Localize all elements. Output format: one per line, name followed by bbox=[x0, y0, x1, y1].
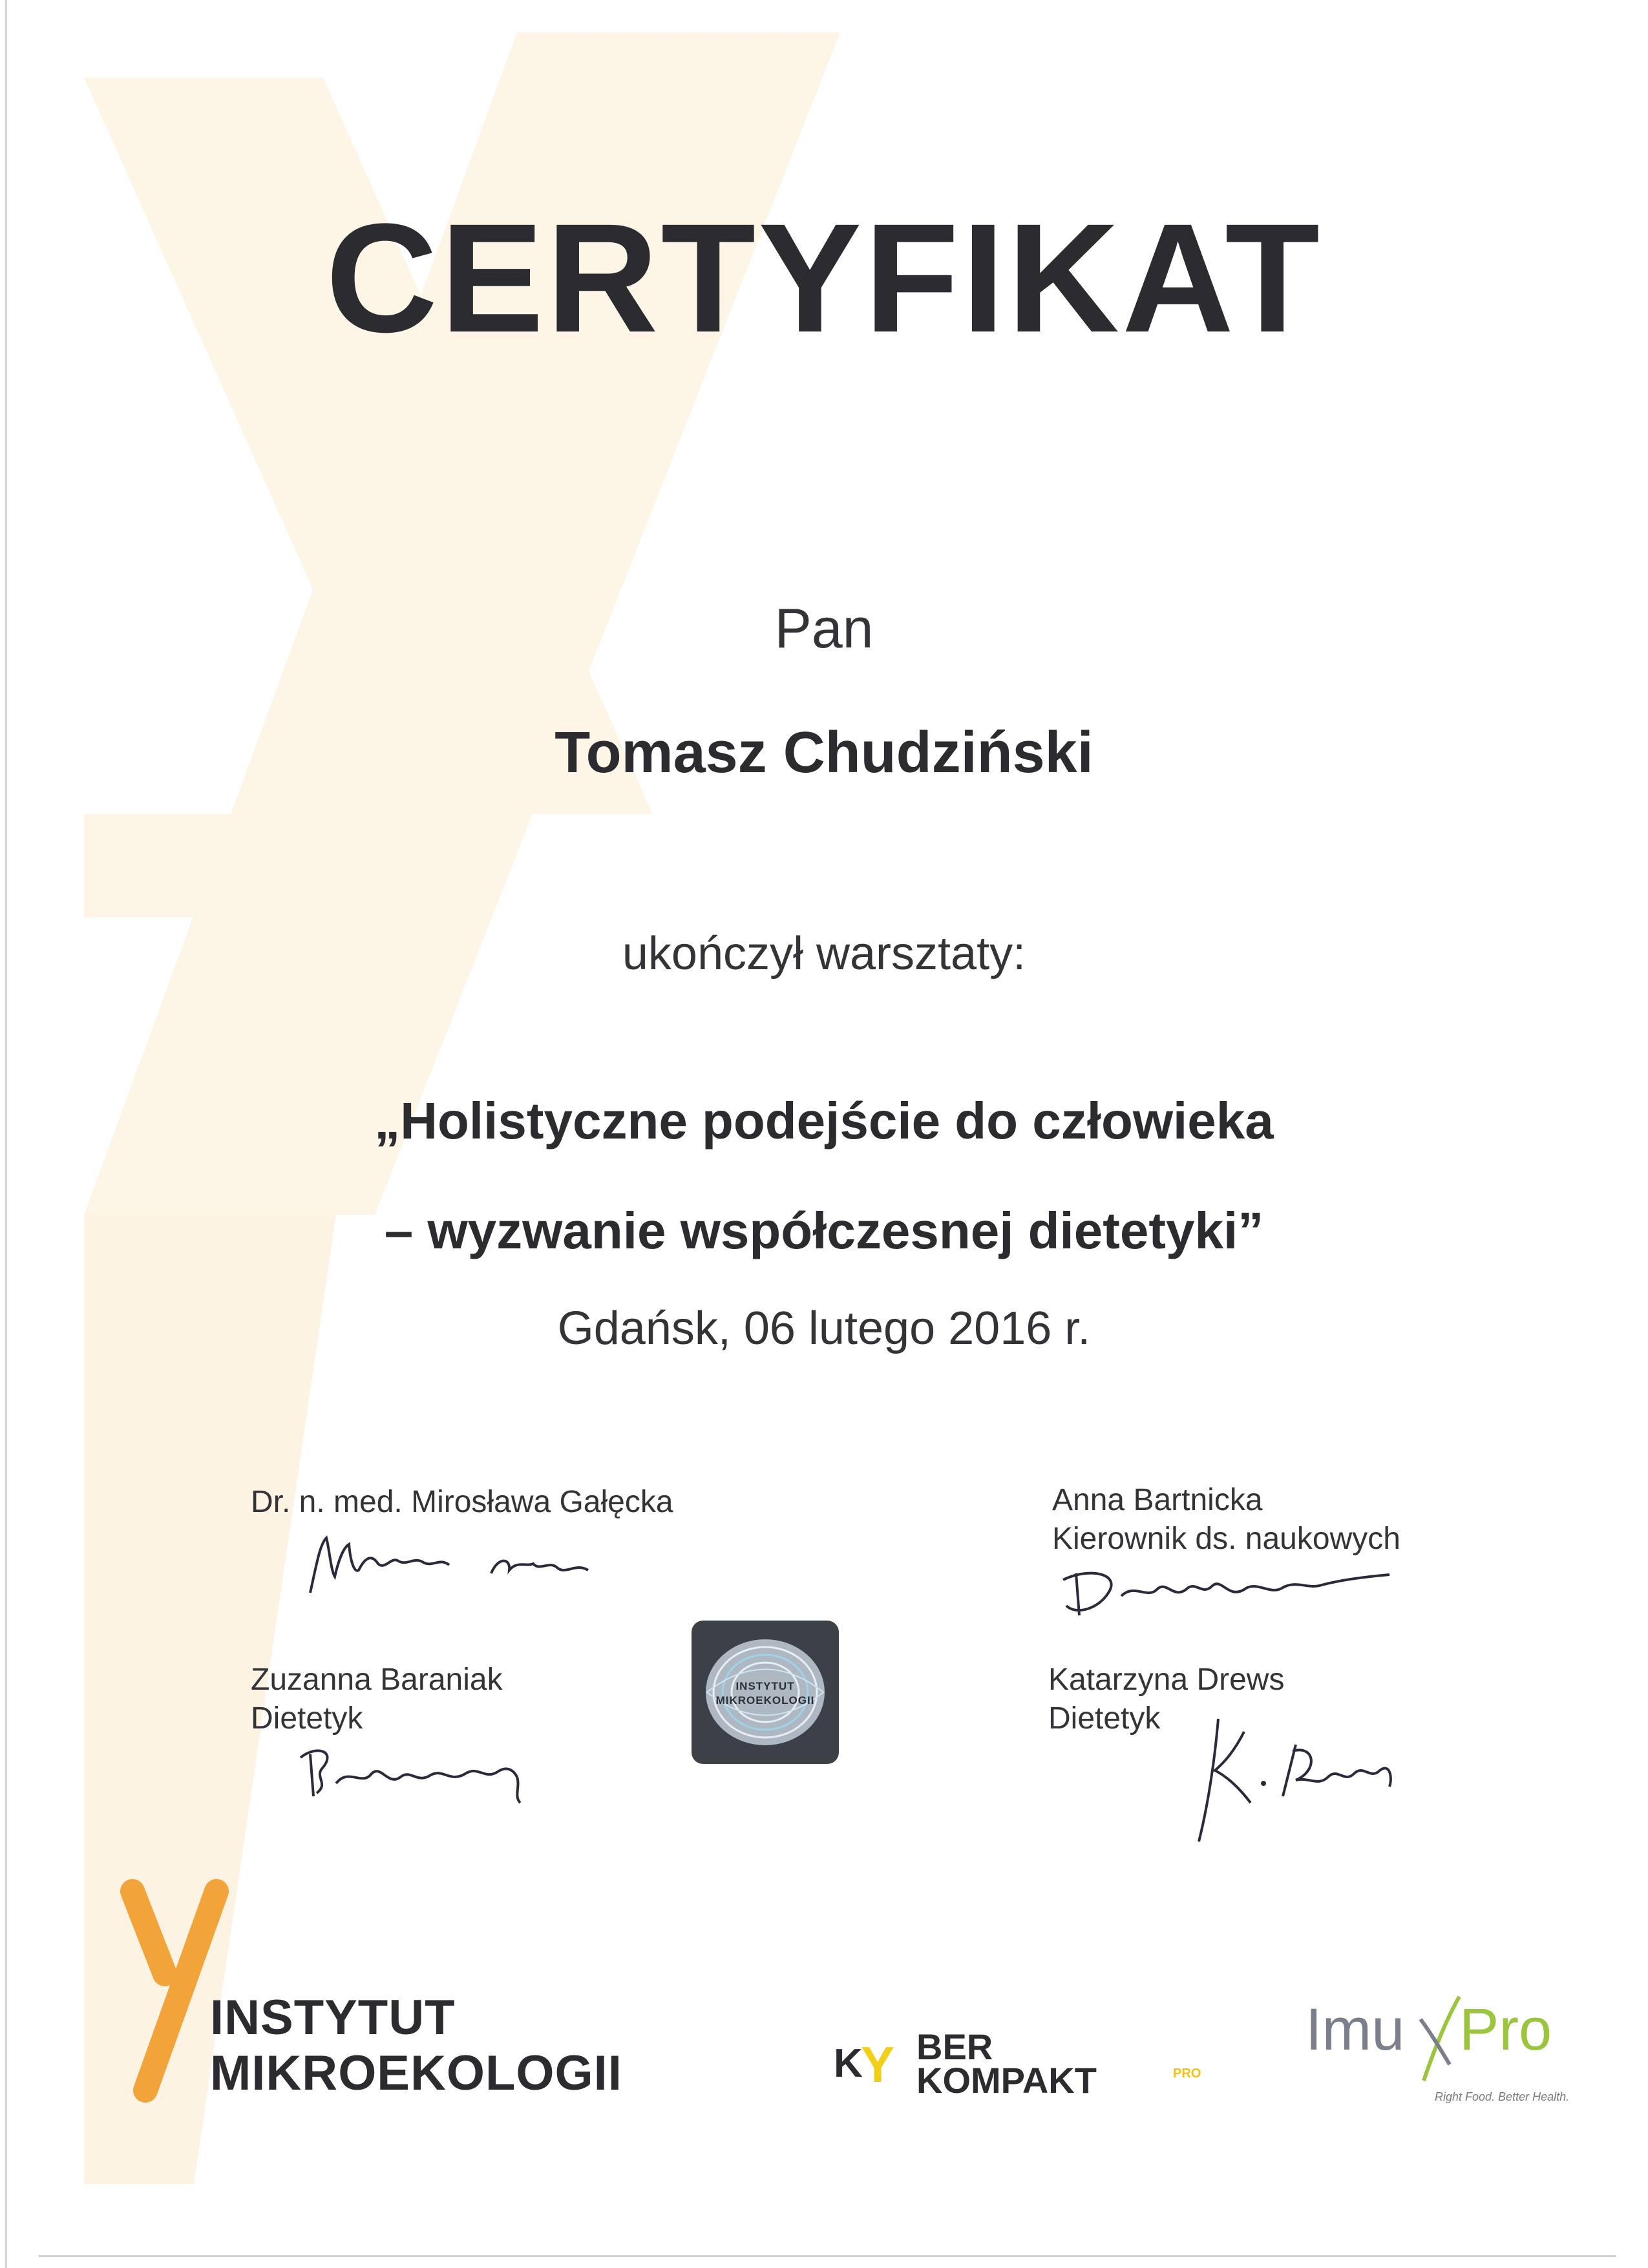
imupro-pro: Pro bbox=[1459, 1997, 1552, 2063]
signatory-block-baraniak bbox=[251, 1661, 503, 1738]
completed-text: ukończył warsztaty: bbox=[622, 928, 1026, 980]
instytut-line-1: INSTYTUT bbox=[210, 1990, 456, 2045]
signatory-role: Dietetyk bbox=[251, 1701, 363, 1736]
signature-galecka bbox=[304, 1525, 627, 1602]
salutation: Pan bbox=[774, 598, 874, 660]
imupro-tagline: Right Food. Better Health. bbox=[1435, 2090, 1570, 2103]
signature-drews bbox=[1179, 1706, 1399, 1848]
signatory-role: Dietetyk bbox=[1048, 1701, 1161, 1736]
kyber-k: K bbox=[834, 2041, 863, 2086]
signatory-block-bartnicka bbox=[1052, 1481, 1400, 1559]
signatory-role: Kierownik ds. naukowych bbox=[1052, 1522, 1400, 1556]
place-date: Gdańsk, 06 lutego 2016 r. bbox=[557, 1303, 1091, 1354]
signatory-name: Anna Bartnicka bbox=[1052, 1483, 1263, 1517]
hologram-seal bbox=[692, 1621, 839, 1764]
kyber-suffix: PRO bbox=[1173, 2066, 1201, 2081]
hologram-line-1: INSTYTUT bbox=[735, 1680, 795, 1692]
kyber-line-2: KOMPAKT bbox=[916, 2060, 1097, 2101]
signatory-block-galecka bbox=[251, 1483, 673, 1522]
instytut-logo-text bbox=[210, 1990, 622, 2101]
signatory-name: Dr. n. med. Mirosława Gałęcka bbox=[251, 1485, 673, 1519]
imupro-x-icon bbox=[1414, 1993, 1466, 2084]
recipient-name: Tomasz Chudziński bbox=[555, 720, 1093, 785]
hologram-line-2: MIKROEKOLOGII bbox=[715, 1694, 815, 1706]
signatory-name: Zuzanna Baraniak bbox=[251, 1663, 503, 1697]
imupro-logo bbox=[1305, 1997, 1590, 2110]
signatory-name: Katarzyna Drews bbox=[1048, 1663, 1285, 1697]
course-title-line-2: – wyzwanie współczesnej dietetyki” bbox=[384, 1202, 1264, 1259]
signature-bartnicka bbox=[1050, 1554, 1399, 1625]
signature-baraniak bbox=[291, 1732, 549, 1809]
certificate-title: CERTYFIKAT bbox=[325, 191, 1323, 364]
imupro-imu: Imu bbox=[1305, 1997, 1405, 2063]
kyber-y: Y bbox=[861, 2036, 895, 2093]
course-title-line-1: „Holistyczne podejście do człowieka bbox=[374, 1092, 1274, 1150]
scan-edge-bottom bbox=[39, 2255, 1616, 2257]
instytut-line-2: MIKROEKOLOGII bbox=[210, 2045, 622, 2101]
kyber-line-1: BER bbox=[916, 2026, 993, 2067]
